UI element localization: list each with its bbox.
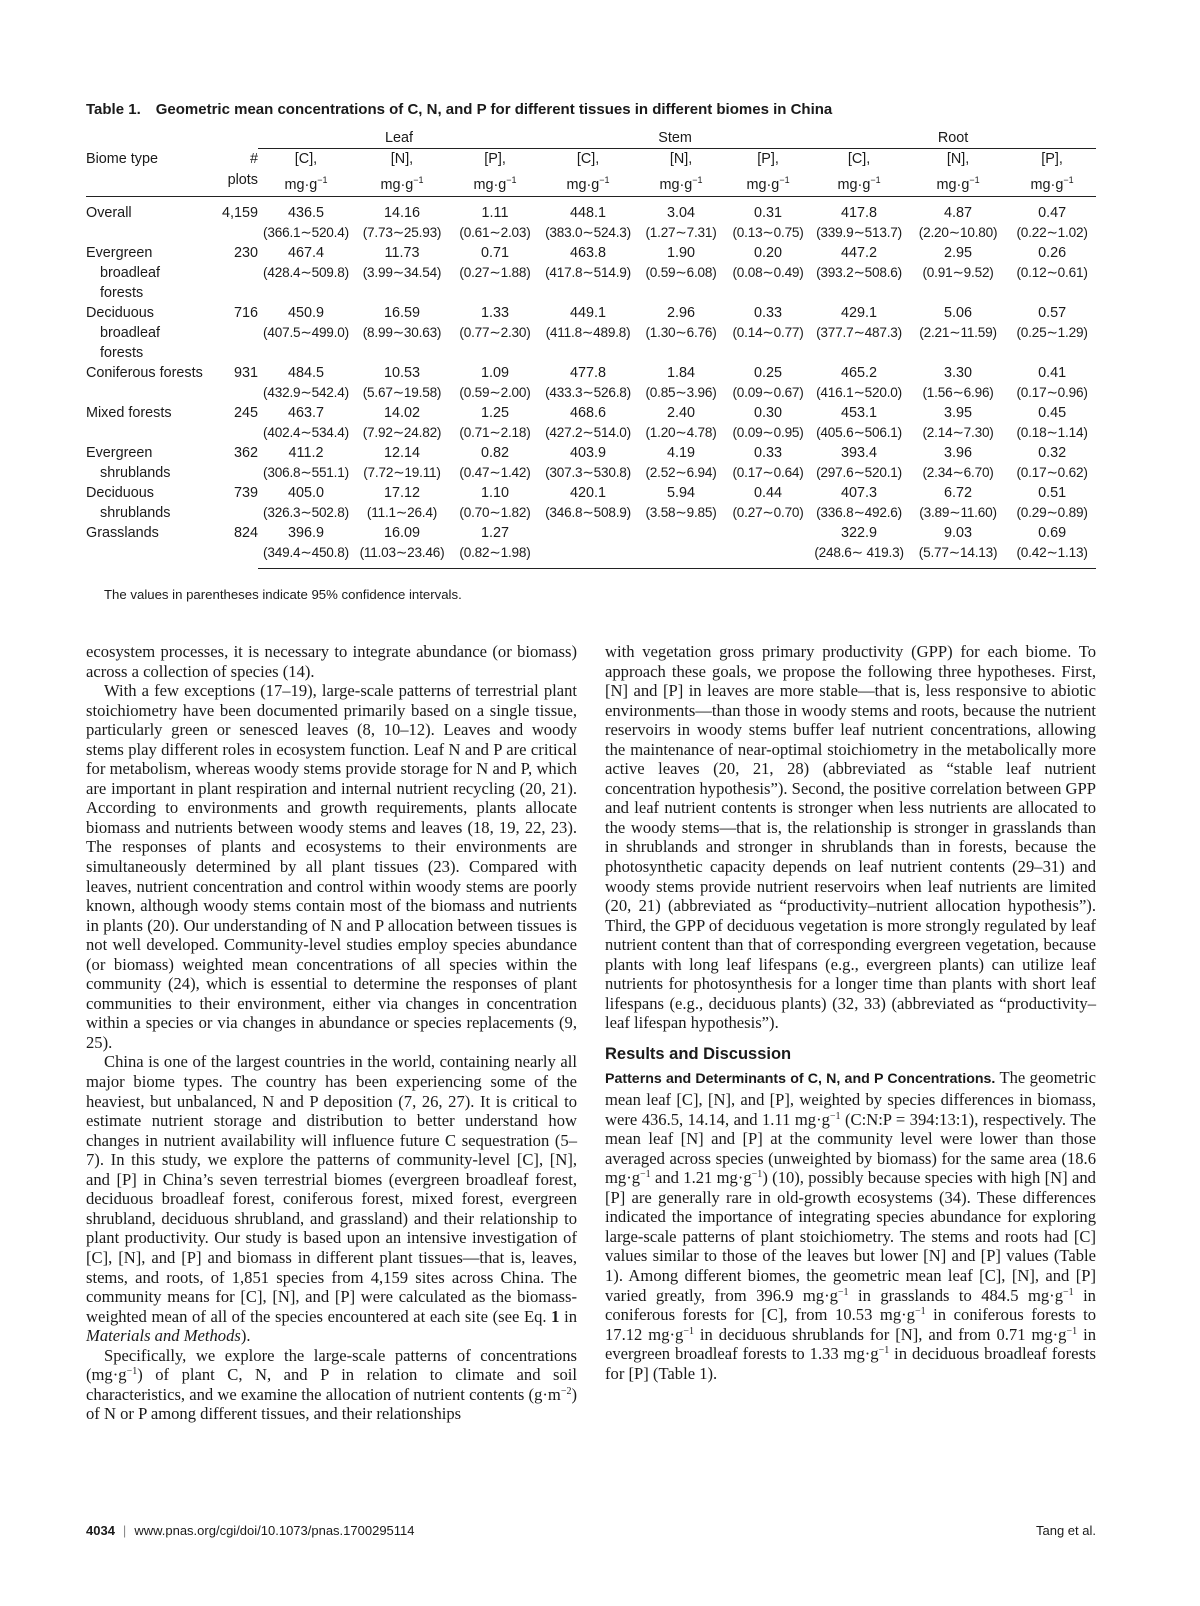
confidence-interval: (1.27∼7.31)	[645, 225, 717, 240]
confidence-interval: (11.03∼23.46)	[354, 543, 450, 569]
mean-value: 0.82	[481, 445, 510, 461]
header-stem-c: [C], $mg\cdot g^{-1}$	[540, 149, 636, 197]
confidence-interval: (0.82∼1.98)	[450, 543, 540, 569]
body-column-right	[605, 642, 1096, 1383]
paragraph: Patterns and Determinants of C, N, and P Concentrations. The geometric mean leaf [C], [N], and [P], weighted by species differences in biomass, were 436.5, 14.14, and 1.11 $mg\cdot g^{-1}$ (C:N:P = 394:13:1), respectively. The mean leaf [N] and [P] at the community level were lower than those averaged across species (unweighted by biomass) for the same area (18.6 $mg\cdot g^{-1}$ and 1.21 $mg\cdot g^{-1}$) (10), possibly because species with high [N] and [P] are generally rare in old-growth ecosystems (34). These differences indicated the importance of integrating species abundance for exploring large-scale patterns of plant stoichiometry. The stems and roots had [C] values similar to those of the leaves but lower [N] and [P] values (Table 1). Among different biomes, the geometric mean leaf [C], [N], and [P] varied greatly, from 396.9 $mg\cdot g^{-1}$ in grasslands to 484.5 $mg\cdot g^{-1}$ in coniferous forests for [C], from 10.53 $mg\cdot g^{-1}$ in coniferous forests to 17.12 $mg\cdot g^{-1}$ in deciduous shrublands for [N], and from 0.71 $mg\cdot g^{-1}$ in evergreen broadleaf forests to 1.33 $mg\cdot g^{-1}$ in deciduous broadleaf forests for [P] (Table 1).	[605, 1068, 1097, 1383]
mean-value: 405.0	[287, 485, 324, 501]
paragraph: Specifically, we explore the large-scale patterns of concentrations $(mg\cdot g^{-1})$ of plant C, N, and P in relation to climate and soil characteristics, and we examine the allocation of nutrient contents $(g\cdot m^{-2})$ of N or P among different tissues, and their relationships	[86, 1345, 577, 1424]
paragraph: With a few exceptions (17–19), large-scale patterns of terrestrial plant stoichiometry have been documented primarily based on a single tissue, particularly green or senesced leaves (8, 10–12). Leaves and woody stems play different roles in ecosystem function. Leaf N and P are critical for metabolism, whereas woody stems provide storage for N and P, which are important in plant respiration and internal nutrient recycling (20, 21). According to environments and growth requirements, plants allocate biomass and nutrients between woody stems and leaves (18, 19, 22, 23). The responses of plants and ecosystems to their environments are simultaneously determined by all plant tissues (23). Compared with leaves, nutrient concentration and control within woody stems are poorly known, although woody stems contain most of the biomass and nutrients in plants (20). Our understanding of N and P allocation between tissues is not well developed. Community-level studies employ species abundance (or biomass) weighted mean concentrations of all species within the community (24), which is essential to determine the responses of plant communities to their environment, either via changes in concentration within a species or via changes in abundance or species replacements (9, 25).	[86, 681, 577, 1052]
mean-value	[636, 523, 726, 543]
data-table	[86, 128, 1096, 569]
table-row	[86, 403, 1096, 423]
header-stem-p: [P], $mg\cdot g^{-1}$	[726, 149, 810, 197]
mean-value: 0.31	[754, 205, 783, 221]
confidence-interval: (2.34∼6.70)	[922, 465, 994, 480]
mean-value: 0.32	[1038, 445, 1067, 461]
confidence-interval: (0.18∼1.14)	[1016, 425, 1088, 440]
confidence-interval: (7.72∼19.11)	[363, 465, 441, 480]
confidence-interval	[636, 543, 726, 569]
mean-value: 5.94	[667, 485, 696, 501]
plot-count: 4,159	[221, 205, 258, 221]
header-plots-label: plots	[227, 171, 258, 188]
footer-separator: |	[122, 1523, 127, 1538]
page-footer-authors: Tang et al.	[1036, 1523, 1096, 1538]
mean-value: 417.8	[841, 205, 878, 221]
page-footer-left	[86, 1523, 415, 1538]
mean-value: 420.1	[570, 485, 607, 501]
confidence-interval	[540, 543, 636, 569]
mean-value: 1.25	[481, 405, 510, 421]
paragraph: with vegetation gross primary productivity (GPP) for each biome. To approach these goals, we propose the following three hypotheses. First, [N] and [P] in leaves are more stable—that is, less responsive to abiotic environments—than those in woody stems and roots, because the nutrient reservoirs in woody stems buffer leaf nutrient concentrations, allowing the maintenance of near-optimal stoichiometry in the metabolically more active leaves (20, 21, 28) (abbreviated as “stable leaf nutrient concentration hypothesis”). Second, the positive correlation between GPP and leaf nutrient contents is stronger when less nutrients are allocated to the woody stems—that is, the relationship is stronger in grasslands than in shrublands and stronger in shrublands than in forests, because the photosynthetic capacity depends on leaf nutrient contents (29–31) and woody stems provide nutrient reservoirs when leaf nutrients are limited (20, 21) (abbreviated as “productivity–nutrient allocation hypothesis”). Third, the GPP of deciduous vegetation is more strongly regulated by leaf nutrient content than that of corresponding evergreen vegetation, because plants with long leaf lifespans (e.g., evergreen plants) can utilize leaf nutrients for photosynthesis for a longer time than plants with short leaf lifespans (e.g., deciduous plants) (32, 33) (abbreviated as “productivity–leaf lifespan hypothesis”).	[605, 642, 1096, 1033]
mean-value: 0.26	[1038, 245, 1067, 261]
mean-value: 5.06	[944, 305, 973, 321]
table-row	[86, 483, 1096, 503]
confidence-interval: (5.67∼19.58)	[362, 385, 442, 400]
confidence-interval: (405.6∼506.1)	[816, 425, 902, 440]
mean-value: 6.72	[944, 485, 973, 501]
confidence-interval: (2.52∼6.94)	[645, 465, 717, 480]
confidence-interval: (0.17∼0.96)	[1016, 385, 1088, 400]
confidence-interval: (402.4∼534.4)	[263, 425, 349, 440]
confidence-interval: (0.42∼1.13)	[1008, 543, 1096, 569]
biome-name: Overall	[86, 205, 132, 221]
equation-ref: 1	[551, 1306, 560, 1326]
mean-value: 1.10	[481, 485, 510, 501]
group-leaf: Leaf	[258, 128, 540, 149]
confidence-interval: (1.20∼4.78)	[645, 425, 717, 440]
plot-count: 739	[233, 485, 258, 501]
confidence-interval: (3.99∼34.54)	[362, 265, 442, 280]
confidence-interval: (0.91∼9.52)	[922, 265, 994, 280]
mean-value: 0.44	[754, 485, 783, 501]
mean-value: 396.9	[287, 525, 324, 541]
biome-name: Evergreen broadleaf forests	[86, 245, 161, 301]
confidence-interval: (416.1∼520.0)	[816, 385, 902, 400]
mean-value: 3.30	[944, 365, 973, 381]
mean-value: 1.27	[481, 525, 510, 541]
table-row	[86, 243, 1096, 263]
body-column-left	[86, 642, 577, 1424]
mean-value: 403.9	[570, 445, 607, 461]
confidence-interval: (0.13∼0.75)	[732, 225, 804, 240]
confidence-interval: (336.8∼492.6)	[816, 505, 902, 520]
plot-count: 824	[233, 525, 258, 541]
confidence-interval: (0.17∼0.62)	[1016, 465, 1088, 480]
mean-value: 1.09	[481, 365, 510, 381]
group-header-row	[86, 128, 1096, 149]
mean-value: 2.95	[944, 245, 973, 261]
confidence-interval: (2.20∼10.80)	[918, 225, 998, 240]
header-root-c: [C], $mg\cdot g^{-1}$	[810, 149, 908, 197]
subsection-heading: Patterns and Determinants of C, N, and P Concentrations.	[605, 1071, 996, 1088]
confidence-interval: (306.8∼551.1)	[263, 465, 349, 480]
mean-value: 1.11	[481, 205, 509, 221]
table-row	[86, 443, 1096, 463]
mean-value: 393.4	[841, 445, 878, 461]
mean-value: 14.16	[383, 205, 420, 221]
doi-link[interactable]: www.pnas.org/cgi/doi/10.1073/pnas.1700295114	[134, 1523, 415, 1538]
mean-value: 0.71	[481, 245, 510, 261]
mean-value: 4.19	[667, 445, 696, 461]
header-stem-n: [N], $mg\cdot g^{-1}$	[636, 149, 726, 197]
confidence-interval: (393.2∼508.6)	[816, 265, 902, 280]
confidence-interval: (1.56∼6.96)	[922, 385, 994, 400]
confidence-interval: (5.77∼14.13)	[908, 543, 1008, 569]
confidence-interval: (0.85∼3.96)	[645, 385, 717, 400]
mean-value: 450.9	[287, 305, 324, 321]
confidence-interval: (411.8∼489.8)	[545, 325, 631, 340]
mean-value: 436.5	[287, 205, 324, 221]
column-header-row	[86, 149, 1096, 197]
table-row	[86, 303, 1096, 323]
mean-value: 14.02	[383, 405, 420, 421]
confidence-interval: (0.77∼2.30)	[459, 325, 531, 340]
biome-name: Coniferous forests	[86, 365, 203, 381]
mean-value: 4.87	[944, 205, 973, 221]
mean-value: 3.95	[944, 405, 973, 421]
confidence-interval: (0.61∼2.03)	[459, 225, 531, 240]
paragraph: ecosystem processes, it is necessary to integrate abundance (or biomass) across a collection of species (14).	[86, 642, 577, 681]
mean-value: 0.25	[754, 365, 783, 381]
mean-value	[726, 523, 810, 543]
confidence-interval: (326.3∼502.8)	[263, 505, 349, 520]
confidence-interval: (0.29∼0.89)	[1016, 505, 1088, 520]
mean-value: 12.14	[383, 445, 420, 461]
plot-count: 362	[233, 445, 258, 461]
mean-value: 16.59	[383, 305, 420, 321]
confidence-interval	[726, 543, 810, 569]
mean-value: 0.20	[754, 245, 783, 261]
header-plots	[214, 149, 258, 197]
confidence-interval: (3.58∼9.85)	[645, 505, 717, 520]
confidence-interval: (3.89∼11.60)	[919, 505, 997, 520]
mean-value: 0.30	[754, 405, 783, 421]
confidence-interval: (248.6∼ 419.3)	[810, 543, 908, 569]
group-root: Root	[810, 128, 1096, 149]
confidence-interval: (2.14∼7.30)	[922, 425, 994, 440]
mean-value: 449.1	[570, 305, 607, 321]
mean-value: 447.2	[841, 245, 878, 261]
table-container	[86, 128, 1096, 569]
table-title: Table 1. Geometric mean concentrations of C, N, and P for different tissues in different biomes in China	[86, 101, 833, 118]
mean-value: 2.40	[667, 405, 696, 421]
header-root-n: [N], $mg\cdot g^{-1}$	[908, 149, 1008, 197]
confidence-interval: (7.92∼24.82)	[362, 425, 442, 440]
plot-count: 245	[233, 405, 258, 421]
confidence-interval: (0.12∼0.61)	[1016, 265, 1088, 280]
header-leaf-p: [P], $mg\cdot g^{-1}$	[450, 149, 540, 197]
confidence-interval: (346.8∼508.9)	[545, 505, 631, 520]
mean-value: 10.53	[383, 365, 420, 381]
plot-count: 931	[233, 365, 258, 381]
mean-value: 1.90	[667, 245, 696, 261]
table-footnote: The values in parentheses indicate 95% confidence intervals.	[104, 587, 462, 602]
confidence-interval: (427.2∼514.0)	[545, 425, 631, 440]
confidence-interval: (0.59∼2.00)	[459, 385, 531, 400]
header-leaf-c: [C], $mg\cdot g^{-1}$	[258, 149, 354, 197]
mean-value: 467.4	[287, 245, 324, 261]
mean-value: 3.04	[667, 205, 696, 221]
header-leaf-n: [N], $mg\cdot g^{-1}$	[354, 149, 450, 197]
mean-value: 17.12	[383, 485, 420, 501]
mean-value: 0.69	[1038, 525, 1067, 541]
confidence-interval: (417.8∼514.9)	[545, 265, 631, 280]
confidence-interval: (1.30∼6.76)	[645, 325, 717, 340]
biome-name: Grasslands	[86, 525, 159, 541]
mean-value: 322.9	[841, 525, 878, 541]
mean-value: 0.33	[754, 305, 783, 321]
confidence-interval: (433.3∼526.8)	[545, 385, 631, 400]
mean-value: 463.8	[570, 245, 607, 261]
section-ref: Materials and Methods	[86, 1326, 241, 1346]
confidence-interval: (0.25∼1.29)	[1016, 325, 1088, 340]
mean-value: 11.73	[384, 245, 420, 261]
confidence-interval: (377.7∼487.3)	[816, 325, 902, 340]
header-root-p: [P], $mg\cdot g^{-1}$	[1008, 149, 1096, 197]
biome-name: Mixed forests	[86, 405, 172, 421]
mean-value: 0.41	[1038, 365, 1067, 381]
mean-value: 1.84	[667, 365, 696, 381]
biome-name: Deciduous shrublands	[86, 485, 171, 521]
confidence-interval: (0.27∼0.70)	[732, 505, 804, 520]
confidence-interval: (407.5∼499.0)	[263, 325, 349, 340]
header-plots-hash: #	[249, 150, 258, 167]
confidence-interval: (383.0∼524.3)	[545, 225, 631, 240]
mean-value	[540, 523, 636, 543]
biome-name: Evergreen shrublands	[86, 445, 171, 481]
mean-value: 16.09	[383, 525, 420, 541]
confidence-interval: (7.73∼25.93)	[362, 225, 442, 240]
page-number: 4034	[86, 1523, 115, 1538]
mean-value: 0.33	[754, 445, 783, 461]
table-row	[86, 523, 1096, 543]
confidence-interval: (0.71∼2.18)	[459, 425, 531, 440]
confidence-interval: (0.22∼1.02)	[1016, 225, 1088, 240]
biome-name: Deciduous broadleaf forests	[86, 305, 161, 361]
mean-value: 411.2	[288, 445, 324, 461]
confidence-interval: (11.1∼26.4)	[366, 505, 438, 520]
confidence-interval: (2.21∼11.59)	[919, 325, 997, 340]
confidence-interval: (349.4∼450.8)	[258, 543, 354, 569]
table-row	[86, 363, 1096, 383]
mean-value: 448.1	[570, 205, 607, 221]
confidence-interval: (0.70∼1.82)	[459, 505, 531, 520]
mean-value: 0.57	[1038, 305, 1067, 321]
table-body	[86, 197, 1096, 569]
mean-value: 2.96	[667, 305, 696, 321]
confidence-interval: (339.9∼513.7)	[816, 225, 902, 240]
mean-value: 468.6	[570, 405, 607, 421]
confidence-interval: (0.14∼0.77)	[732, 325, 804, 340]
confidence-interval: (0.59∼6.08)	[645, 265, 717, 280]
mean-value: 465.2	[841, 365, 878, 381]
mean-value: 453.1	[841, 405, 878, 421]
confidence-interval: (0.08∼0.49)	[732, 265, 804, 280]
confidence-interval: (297.6∼520.1)	[816, 465, 902, 480]
confidence-interval: (0.09∼0.95)	[732, 425, 804, 440]
section-heading: Results and Discussion	[605, 1044, 792, 1063]
mean-value: 463.7	[287, 405, 324, 421]
header-biome-type: Biome type	[86, 149, 214, 197]
confidence-interval: (8.99∼30.63)	[362, 325, 442, 340]
plot-count: 716	[233, 305, 258, 321]
group-stem: Stem	[540, 128, 810, 149]
mean-value: 0.47	[1038, 205, 1067, 221]
mean-value: 484.5	[287, 365, 324, 381]
confidence-interval: (0.17∼0.64)	[732, 465, 804, 480]
mean-value: 0.45	[1038, 405, 1067, 421]
mean-value: 429.1	[841, 305, 878, 321]
confidence-interval: (366.1∼520.4)	[263, 225, 349, 240]
confidence-interval: (0.09∼0.67)	[732, 385, 804, 400]
table-row	[86, 197, 1096, 224]
paragraph: China is one of the largest countries in the world, containing nearly all major biome types. The country has been experiencing some of the heaviest, but unbalanced, N and P deposition (7, 26, 27). It is critical to estimate nutrient storage and distribution to better understand how changes in nutrient availability will influence future C sequestration (5–7). In this study, we explore the patterns of community-level [C], [N], and [P] in China’s seven terrestrial biomes (evergreen broadleaf forest, deciduous broadleaf forest, coniferous forest, mixed forest, evergreen shrubland, deciduous shrubland, and grassland) and their relationship to plant productivity. Our study is based upon an intensive investigation of [C], [N], and [P] and biomass in different plant tissues—that is, leaves, stems, and roots, of 1,851 species from 4,159 sites across China. The community means for [C], [N], and [P] were calculated as the biomass-weighted mean of all of the species encountered at each site (see Eq. 1 in Materials and Methods).	[86, 1052, 577, 1346]
mean-value: 407.3	[841, 485, 878, 501]
mean-value: 0.51	[1038, 485, 1067, 501]
confidence-interval: (432.9∼542.4)	[263, 385, 349, 400]
mean-value: 477.8	[570, 365, 607, 381]
mean-value: 3.96	[944, 445, 973, 461]
plot-count: 230	[233, 245, 258, 261]
confidence-interval: (0.47∼1.42)	[459, 465, 531, 480]
confidence-interval: (307.3∼530.8)	[545, 465, 631, 480]
mean-value: 9.03	[944, 525, 973, 541]
confidence-interval: (428.4∼509.8)	[263, 265, 349, 280]
confidence-interval: (0.27∼1.88)	[459, 265, 531, 280]
mean-value: 1.33	[481, 305, 510, 321]
